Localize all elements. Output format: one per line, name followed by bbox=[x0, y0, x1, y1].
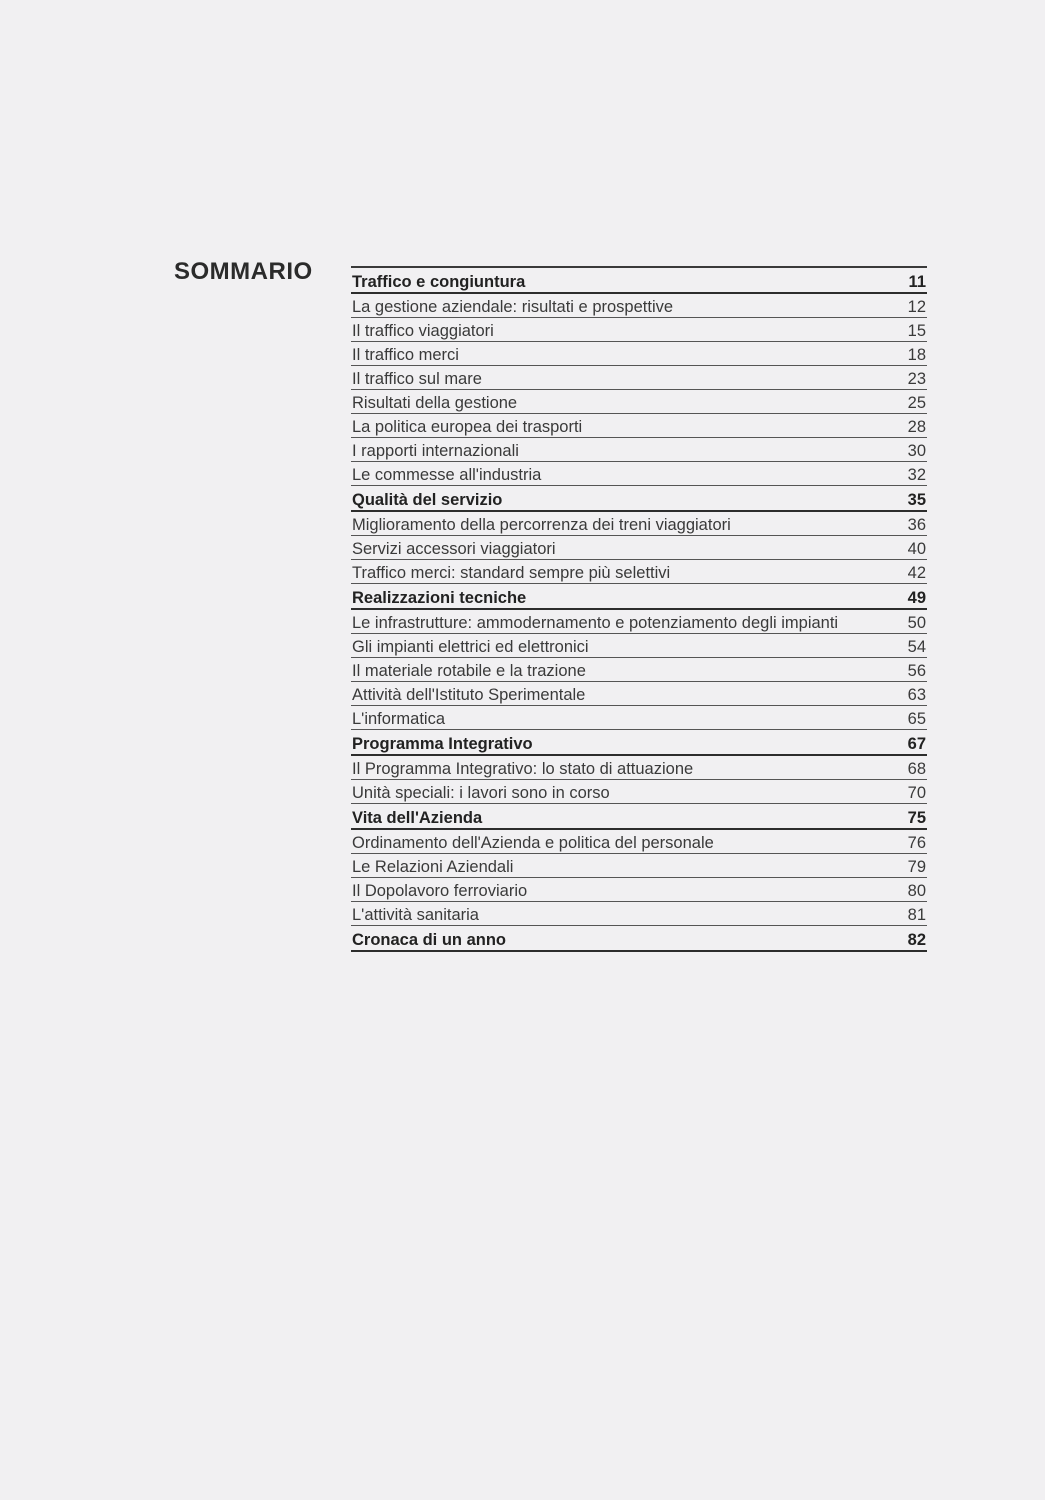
table-of-contents bbox=[351, 266, 927, 952]
toc-entry-page: 18 bbox=[907, 346, 926, 364]
toc-entry-title: Servizi accessori viaggiatori bbox=[352, 540, 556, 558]
toc-section-row[interactable] bbox=[351, 584, 927, 610]
toc-entry-page: 76 bbox=[907, 834, 926, 852]
toc-entry-row[interactable] bbox=[351, 462, 927, 486]
toc-entry-title: Gli impianti elettrici ed elettronici bbox=[352, 638, 589, 656]
toc-entry-title: Ordinamento dell'Azienda e politica del personale bbox=[352, 834, 714, 852]
toc-entry-page: 42 bbox=[907, 564, 926, 582]
toc-entry-row[interactable] bbox=[351, 830, 927, 854]
toc-entry-row[interactable] bbox=[351, 902, 927, 926]
toc-entry-page: 75 bbox=[907, 809, 926, 827]
toc-entry-page: 11 bbox=[908, 273, 926, 291]
toc-entry-title: La gestione aziendale: risultati e prospettive bbox=[352, 298, 674, 316]
toc-entry-page: 65 bbox=[907, 710, 926, 728]
toc-entry-page: 40 bbox=[907, 540, 926, 558]
toc-entry-page: 68 bbox=[907, 760, 926, 778]
toc-entry-row[interactable] bbox=[351, 878, 927, 902]
toc-entry-page: 54 bbox=[907, 638, 926, 656]
toc-entry-title: Le infrastrutture: ammodernamento e potenziamento degli impianti bbox=[352, 614, 839, 632]
toc-entry-row[interactable] bbox=[351, 560, 927, 584]
toc-entry-page: 25 bbox=[907, 394, 926, 412]
toc-entry-page: 81 bbox=[907, 906, 926, 924]
toc-entry-row[interactable] bbox=[351, 438, 927, 462]
toc-entry-page: 79 bbox=[907, 858, 926, 876]
toc-entry-row[interactable] bbox=[351, 780, 927, 804]
toc-entry-page: 32 bbox=[907, 466, 926, 484]
toc-entry-title: Il materiale rotabile e la trazione bbox=[352, 662, 586, 680]
toc-entry-row[interactable] bbox=[351, 342, 927, 366]
toc-entry-page: 56 bbox=[907, 662, 926, 680]
toc-entry-title: Cronaca di un anno bbox=[352, 931, 507, 949]
toc-entry-title: Realizzazioni tecniche bbox=[352, 589, 527, 607]
toc-entry-page: 80 bbox=[907, 882, 926, 900]
toc-entry-row[interactable] bbox=[351, 706, 927, 730]
toc-entry-page: 50 bbox=[907, 614, 926, 632]
toc-entry-row[interactable] bbox=[351, 390, 927, 414]
toc-entry-page: 28 bbox=[907, 418, 926, 436]
toc-entry-page: 15 bbox=[907, 322, 926, 340]
toc-section-row[interactable] bbox=[351, 730, 927, 756]
toc-entry-row[interactable] bbox=[351, 366, 927, 390]
toc-entry-row[interactable] bbox=[351, 414, 927, 438]
toc-entry-title: La politica europea dei trasporti bbox=[352, 418, 583, 436]
toc-entry-title: Attività dell'Istituto Sperimentale bbox=[352, 686, 586, 704]
toc-entry-page: 23 bbox=[907, 370, 926, 388]
toc-entry-row[interactable] bbox=[351, 536, 927, 560]
toc-entry-title: L'informatica bbox=[352, 710, 446, 728]
toc-entry-title: I rapporti internazionali bbox=[352, 442, 519, 460]
toc-entry-page: 35 bbox=[907, 491, 926, 509]
toc-entry-page: 67 bbox=[907, 735, 926, 753]
toc-entry-title: Il Dopolavoro ferroviario bbox=[352, 882, 528, 900]
toc-entry-row[interactable] bbox=[351, 756, 927, 780]
toc-entry-title: Vita dell'Azienda bbox=[352, 809, 483, 827]
toc-entry-row[interactable] bbox=[351, 610, 927, 634]
toc-section-row[interactable] bbox=[351, 804, 927, 830]
toc-entry-title: Il Programma Integrativo: lo stato di attuazione bbox=[352, 760, 694, 778]
toc-entry-page: 49 bbox=[907, 589, 926, 607]
toc-entry-title: Unità speciali: i lavori sono in corso bbox=[352, 784, 610, 802]
toc-entry-title: Traffico e congiuntura bbox=[352, 273, 526, 291]
toc-entry-title: Il traffico viaggiatori bbox=[352, 322, 494, 340]
toc-entry-page: 36 bbox=[907, 516, 926, 534]
toc-entry-row[interactable] bbox=[351, 634, 927, 658]
toc-entry-title: Qualità del servizio bbox=[352, 491, 503, 509]
toc-entry-title: Risultati della gestione bbox=[352, 394, 518, 412]
toc-entry-title: Le Relazioni Aziendali bbox=[352, 858, 514, 876]
toc-entry-row[interactable] bbox=[351, 318, 927, 342]
toc-entry-title: Programma Integrativo bbox=[352, 735, 533, 753]
toc-entry-row[interactable] bbox=[351, 512, 927, 536]
toc-entry-title: Il traffico sul mare bbox=[352, 370, 482, 388]
toc-entry-title: L'attività sanitaria bbox=[352, 906, 479, 924]
toc-entry-title: Le commesse all'industria bbox=[352, 466, 542, 484]
toc-entry-row[interactable] bbox=[351, 658, 927, 682]
toc-entry-title: Traffico merci: standard sempre più selettivi bbox=[352, 564, 671, 582]
toc-section-row[interactable] bbox=[351, 926, 927, 952]
toc-entry-title: Miglioramento della percorrenza dei treni viaggiatori bbox=[352, 516, 731, 534]
page-title: SOMMARIO bbox=[174, 258, 313, 285]
toc-entry-page: 63 bbox=[907, 686, 926, 704]
toc-entry-page: 30 bbox=[907, 442, 926, 460]
toc-entry-title: Il traffico merci bbox=[352, 346, 459, 364]
toc-section-row[interactable] bbox=[351, 268, 927, 294]
toc-entry-page: 12 bbox=[907, 298, 926, 316]
toc-entry-row[interactable] bbox=[351, 682, 927, 706]
toc-section-row[interactable] bbox=[351, 486, 927, 512]
toc-entry-page: 82 bbox=[907, 931, 926, 949]
toc-entry-row[interactable] bbox=[351, 854, 927, 878]
toc-entry-page: 70 bbox=[907, 784, 926, 802]
toc-entry-row[interactable] bbox=[351, 294, 927, 318]
